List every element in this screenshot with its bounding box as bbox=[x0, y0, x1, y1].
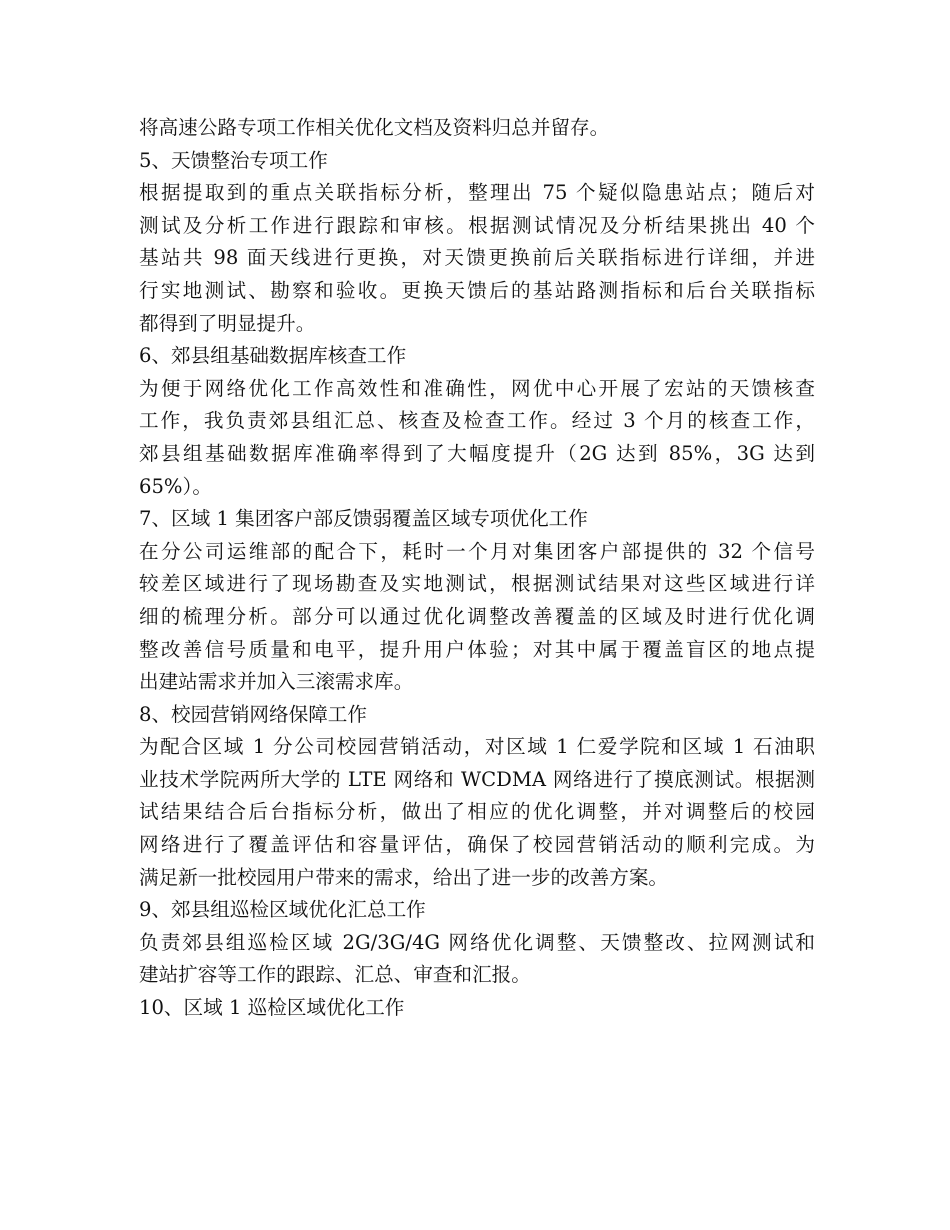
text-line: 8、校园营销网络保障工作 bbox=[139, 702, 367, 726]
text-line: 试结果结合后台指标分析，做出了相应的优化调整，并对调整后的校园 bbox=[139, 800, 815, 824]
text-line: 建站扩容等工作的跟踪、汇总、审查和汇报。 bbox=[139, 963, 531, 987]
text-line: 7、区域 1 集团客户部反馈弱覆盖区域专项优化工作 bbox=[139, 507, 588, 531]
text-line: 在分公司运维部的配合下，耗时一个月对集团客户部提供的 32 个信号 bbox=[139, 539, 815, 563]
text-line: 10、区域 1 巡检区域优化工作 bbox=[139, 996, 405, 1020]
text-line: 满足新一批校园用户带来的需求，给出了进一步的改善方案。 bbox=[139, 865, 669, 889]
text-line: 负责郊县组巡检区域 2G/3G/4G 网络优化调整、天馈整改、拉网测试和 bbox=[139, 930, 815, 954]
text-line: 为便于网络优化工作高效性和准确性，网优中心开展了宏站的天馈核查 bbox=[139, 376, 815, 400]
text-line: 测试及分析工作进行跟踪和审核。根据测试情况及分析结果挑出 40 个 bbox=[139, 213, 815, 237]
text-line: 都得到了明显提升。 bbox=[139, 311, 316, 335]
text-line: 为配合区域 1 分公司校园营销活动，对区域 1 仁爱学院和区域 1 石油职 bbox=[139, 735, 815, 759]
text-line: 根据提取到的重点关联指标分析，整理出 75 个疑似隐患站点；随后对 bbox=[139, 181, 815, 205]
text-line: 5、天馈整治专项工作 bbox=[139, 148, 328, 172]
text-line: 较差区域进行了现场勘查及实地测试，根据测试结果对这些区域进行详 bbox=[139, 572, 815, 596]
text-line: 网络进行了覆盖评估和容量评估，确保了校园营销活动的顺利完成。为 bbox=[139, 833, 815, 857]
text-line: 将高速公路专项工作相关优化文档及资料归总并留存。 bbox=[139, 116, 610, 139]
text-line: 出建站需求并加入三滚需求库。 bbox=[139, 670, 414, 694]
text-line: 6、郊县组基础数据库核查工作 bbox=[139, 344, 407, 368]
document-body bbox=[139, 112, 815, 1025]
text-line: 基站共 98 面天线进行更换，对天馈更换前后关联指标进行详细，并进 bbox=[139, 246, 815, 270]
text-line: 9、郊县组巡检区域优化汇总工作 bbox=[139, 898, 426, 922]
text-line: 业技术学院两所大学的 LTE 网络和 WCDMA 网络进行了摸底测试。根据测 bbox=[139, 767, 815, 791]
text-line: 整改善信号质量和电平，提升用户体验；对其中属于覆盖盲区的地点提 bbox=[139, 637, 815, 661]
text-line: 工作，我负责郊县组汇总、核查及检查工作。经过 3 个月的核查工作， bbox=[139, 409, 815, 433]
text-line: 郊县组基础数据库准确率得到了大幅度提升（2G 达到 85%，3G 达到 bbox=[139, 441, 815, 465]
text-line: 细的梳理分析。部分可以通过优化调整改善覆盖的区域及时进行优化调 bbox=[139, 604, 815, 628]
text-line: 65%）。 bbox=[139, 474, 212, 498]
text-line: 行实地测试、勘察和验收。更换天馈后的基站路测指标和后台关联指标 bbox=[139, 278, 815, 302]
